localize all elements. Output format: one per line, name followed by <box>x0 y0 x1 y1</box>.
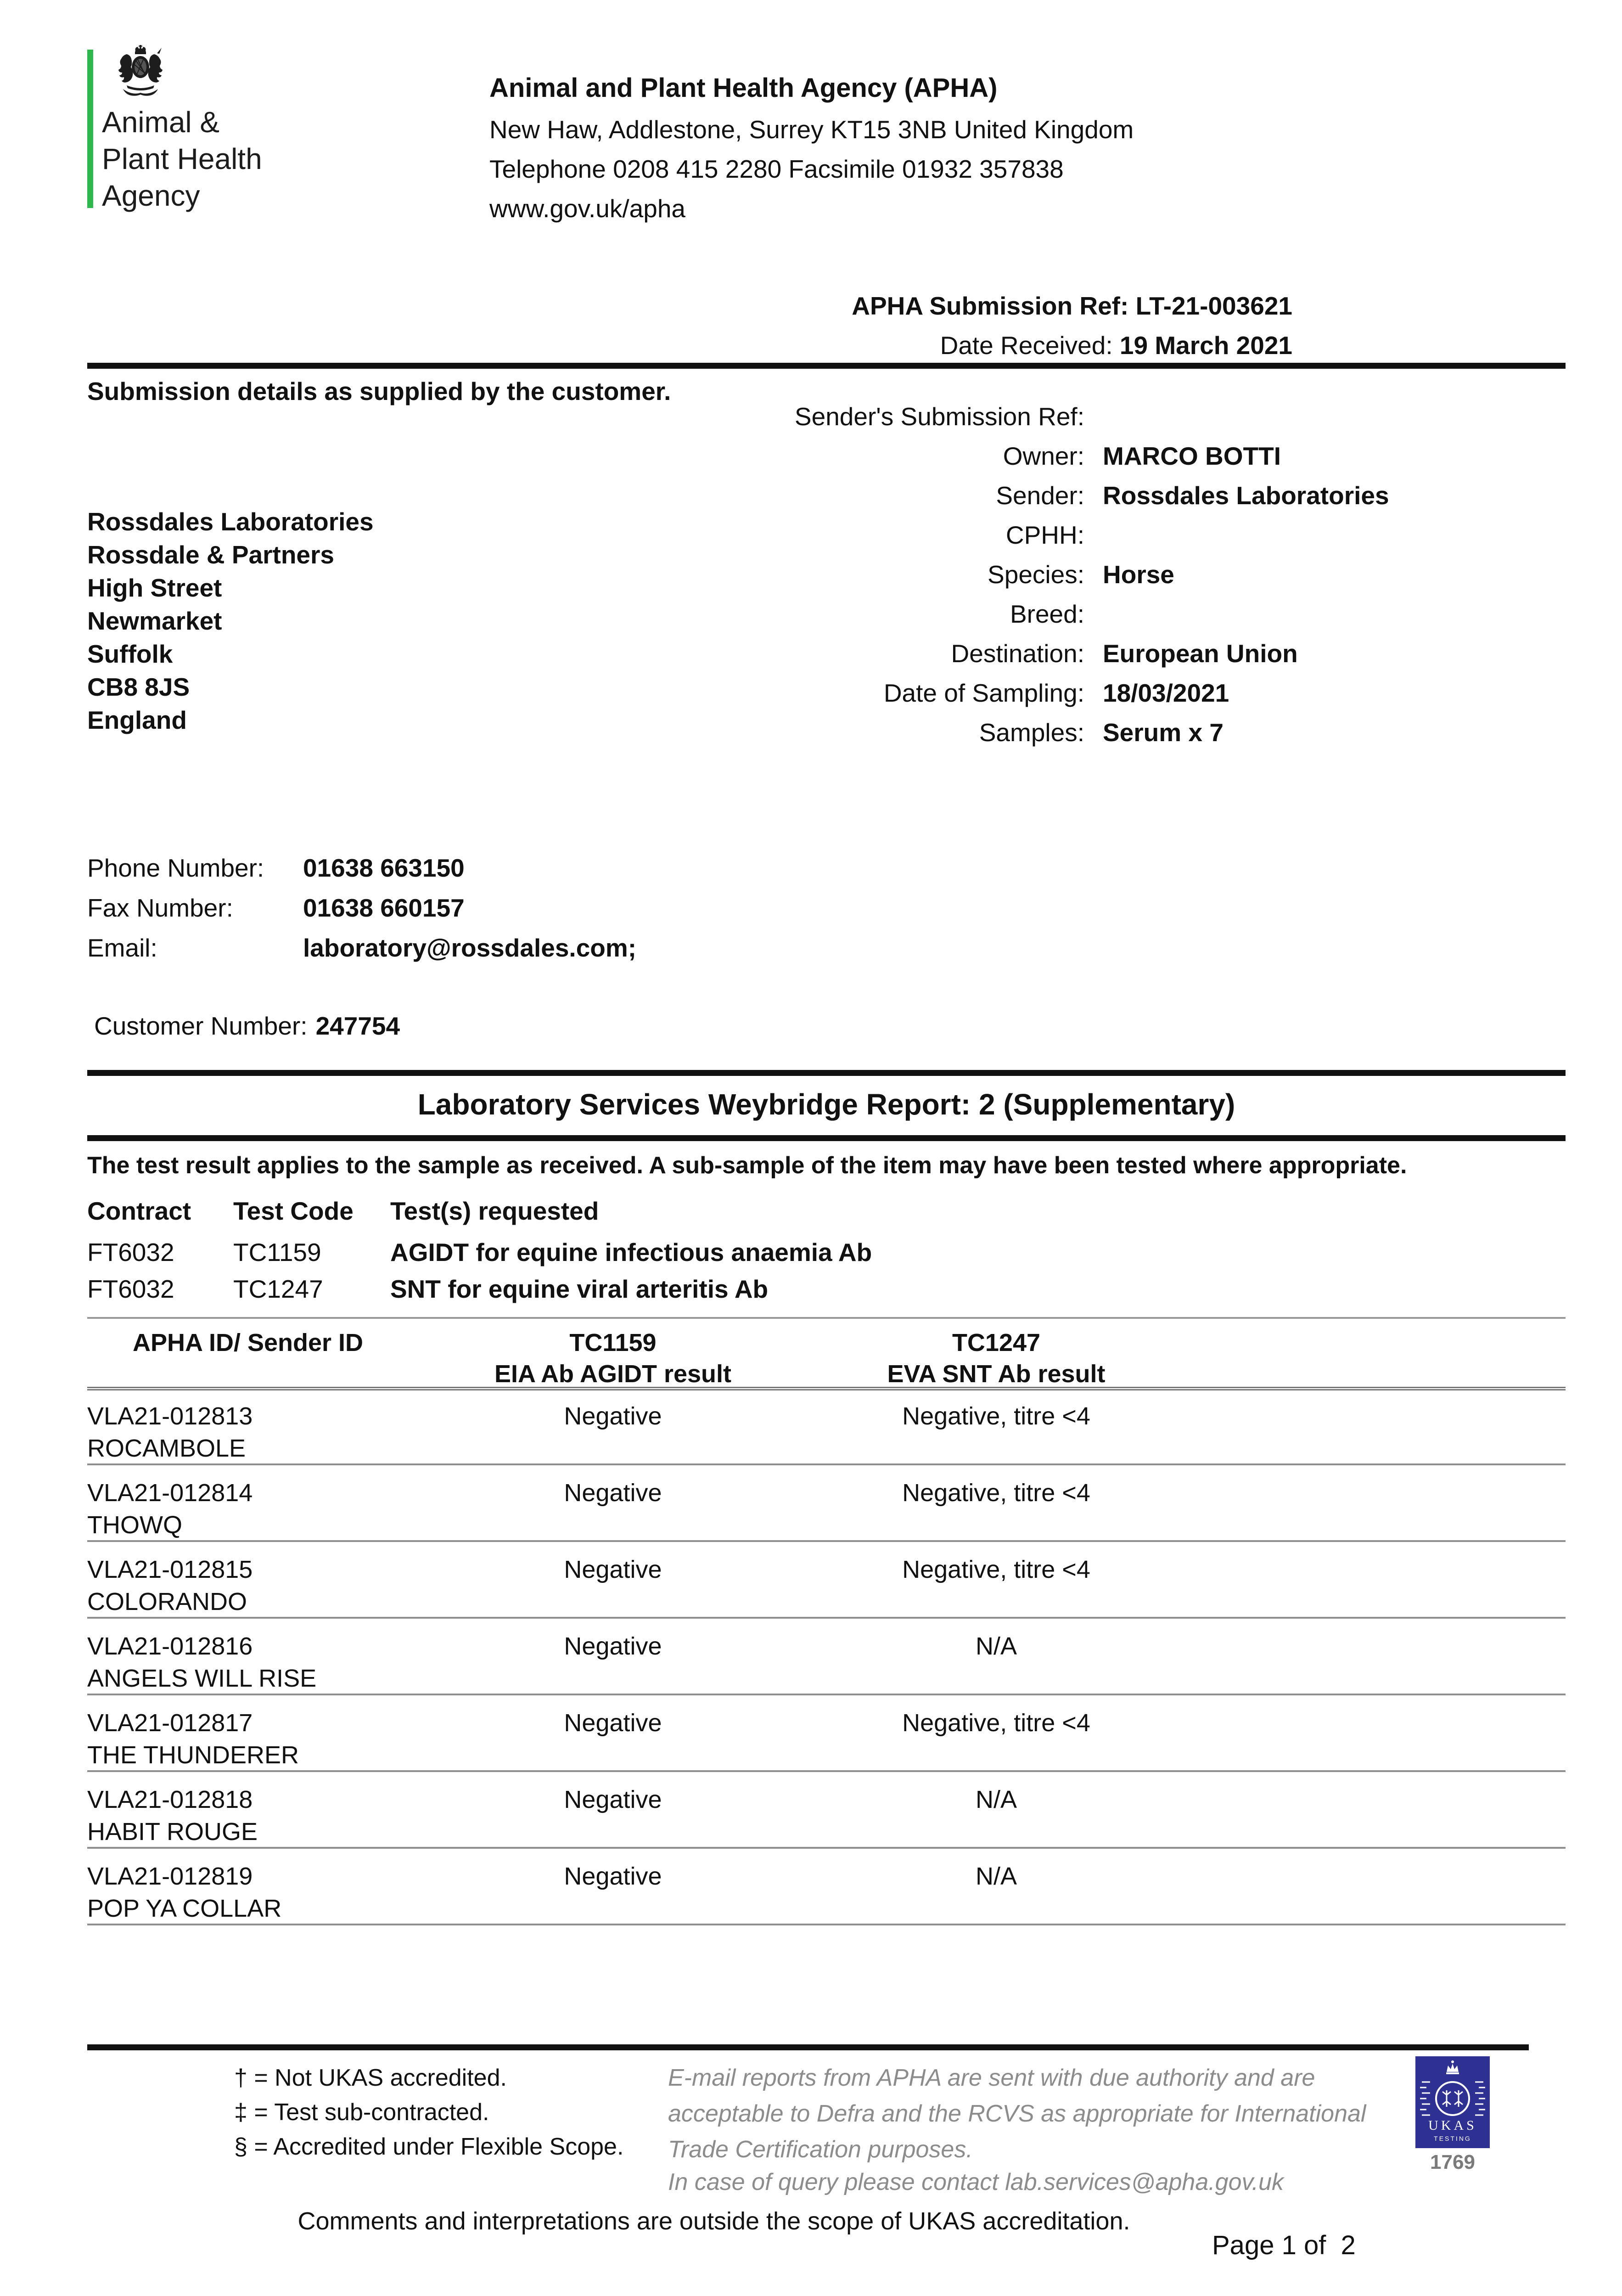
result-tc1159: Negative <box>564 1709 662 1737</box>
test-requested-value: SNT for equine viral arteritis Ab <box>390 1275 769 1303</box>
email-authority-notice: E-mail reports from APHA are sent with due authority and are acceptable to Defra and the RCVS as appropriate for International Trade Certification purposes. <box>668 2065 1366 2163</box>
agency-address: New Haw, Addlestone, Surrey KT15 3NB United Kingdom <box>489 115 1134 144</box>
date-received-value: 19 March 2021 <box>1119 331 1292 360</box>
contract-header: Contract <box>87 1197 191 1225</box>
result-sender-id: COLORANDO <box>87 1588 247 1615</box>
field-row-samples <box>0 718 1622 750</box>
date-received-line <box>459 331 1292 360</box>
result-apha-id: VLA21-012813 <box>87 1402 253 1430</box>
tests-requested-header: Test(s) requested <box>390 1197 599 1225</box>
contract-value: FT6032 <box>87 1275 174 1303</box>
field-row-sender <box>0 481 1622 513</box>
address-line: High Street <box>87 574 222 602</box>
field-value: European Union <box>1103 639 1298 668</box>
address-line: England <box>87 706 187 734</box>
field-row-cphh <box>0 520 1622 552</box>
accreditation-note: ‡ = Test sub-contracted. <box>234 2099 489 2126</box>
address-line: Suffolk <box>87 640 173 668</box>
contact-row-fax <box>0 893 1622 925</box>
result-tc1247: Negative, titre <4 <box>902 1709 1090 1737</box>
contact-row-phone <box>0 853 1622 885</box>
ukas-type: TESTING <box>1434 2135 1471 2142</box>
field-label: Date of Sampling: <box>883 679 1084 707</box>
result-tc1247: N/A <box>975 1632 1017 1660</box>
field-label: Samples: <box>979 718 1084 747</box>
footer-rule <box>87 2044 1529 2050</box>
comments-scope-note: Comments and interpretations are outside the scope of UKAS accreditation. <box>297 2207 1130 2235</box>
field-row-destination <box>0 639 1622 671</box>
logo-line-3: Agency <box>102 179 200 212</box>
result-tc1159: Negative <box>564 1479 662 1507</box>
result-tc1159: Negative <box>564 1632 662 1660</box>
customer-number-label: Customer Number: <box>94 1012 308 1040</box>
result-tc1159: Negative <box>564 1863 662 1890</box>
result-sender-id: HABIT ROUGE <box>87 1818 258 1846</box>
result-sender-id: THOWQ <box>87 1511 182 1539</box>
report-disclaimer: The test result applies to the sample as received. A sub-sample of the item may have been tested where appropriate. <box>87 1152 1407 1179</box>
accreditation-note: † = Not UKAS accredited. <box>234 2065 507 2091</box>
agency-website: www.gov.uk/apha <box>489 194 686 223</box>
field-row-senders-ref <box>0 402 1622 434</box>
result-sender-id: ANGELS WILL RISE <box>87 1665 317 1692</box>
submission-ref-label: APHA Submission Ref: <box>852 292 1129 320</box>
result-apha-id: VLA21-012815 <box>87 1556 253 1583</box>
result-tc1247: Negative, titre <4 <box>902 1402 1090 1430</box>
royal-crest-icon <box>113 45 168 101</box>
address-line: Rossdale & Partners <box>87 540 334 569</box>
contract-value: FT6032 <box>87 1238 174 1266</box>
contact-row-email <box>0 933 1622 965</box>
field-label: Destination: <box>951 639 1084 668</box>
field-row-date-of-sampling <box>0 678 1622 710</box>
result-sender-id: POP YA COLLAR <box>87 1895 282 1922</box>
ukas-testing-logo <box>1415 2056 1490 2148</box>
address-line: Newmarket <box>87 607 222 635</box>
field-value: Serum x 7 <box>1103 718 1224 747</box>
contact-value: laboratory@rossdales.com; <box>303 934 637 962</box>
results-col3-desc: EVA SNT Ab result <box>887 1360 1106 1388</box>
field-row-owner <box>0 441 1622 473</box>
submission-section-title: Submission details as supplied by the customer. <box>87 377 671 405</box>
address-line: Rossdales Laboratories <box>87 507 374 536</box>
row-separator <box>87 1617 1566 1619</box>
test-code-value: TC1159 <box>233 1238 321 1266</box>
row-separator <box>87 1924 1566 1925</box>
ukas-accreditation-number: 1769 <box>1430 2151 1475 2173</box>
accreditation-note: § = Accredited under Flexible Scope. <box>234 2133 624 2160</box>
contact-label: Fax Number: <box>87 894 233 922</box>
row-separator <box>87 1847 1566 1849</box>
field-label: Species: <box>988 560 1084 589</box>
contact-value: 01638 663150 <box>303 854 465 882</box>
result-apha-id: VLA21-012818 <box>87 1786 253 1813</box>
test-code-value: TC1247 <box>233 1275 323 1303</box>
customer-number-value: 247754 <box>315 1012 400 1040</box>
field-label: Sender's Submission Ref: <box>794 402 1084 431</box>
logo-line-1: Animal & <box>102 106 220 139</box>
customer-number-row <box>94 1011 400 1041</box>
field-label: Breed: <box>1010 600 1084 628</box>
submission-ref-value: LT-21-003621 <box>1135 292 1292 320</box>
row-separator <box>87 1770 1566 1772</box>
results-col3-code: TC1247 <box>952 1329 1041 1356</box>
field-label: Owner: <box>1003 442 1084 470</box>
agency-name: Animal and Plant Health Agency (APHA) <box>489 73 998 103</box>
results-id-header: APHA ID/ Sender ID <box>132 1329 364 1356</box>
query-contact-notice: In case of query please contact lab.services@apha.gov.uk <box>668 2169 1284 2195</box>
field-label: CPHH: <box>1005 521 1084 549</box>
field-value: Horse <box>1103 560 1174 589</box>
logo-wordmark <box>102 104 262 214</box>
results-header-rule <box>87 1387 1566 1390</box>
result-tc1247: N/A <box>975 1786 1017 1813</box>
divider-rule-above-title <box>87 1070 1566 1076</box>
test-code-header: Test Code <box>233 1197 354 1225</box>
divider-rule-below-title <box>87 1135 1566 1141</box>
result-apha-id: VLA21-012814 <box>87 1479 253 1507</box>
row-separator <box>87 1463 1566 1465</box>
contact-value: 01638 660157 <box>303 894 465 922</box>
test-requested-value: AGIDT for equine infectious anaemia Ab <box>390 1238 872 1266</box>
date-received-label: Date Received: <box>940 331 1113 360</box>
result-tc1247: N/A <box>975 1863 1017 1890</box>
result-apha-id: VLA21-012819 <box>87 1863 253 1890</box>
result-tc1247: Negative, titre <4 <box>902 1479 1090 1507</box>
row-separator <box>87 1694 1566 1695</box>
field-value: MARCO BOTTI <box>1103 442 1281 470</box>
result-tc1159: Negative <box>564 1556 662 1583</box>
field-value: Rossdales Laboratories <box>1103 481 1389 510</box>
page-number: Page 1 of 2 <box>1212 2230 1356 2260</box>
divider-rule-top <box>87 363 1566 369</box>
result-sender-id: THE THUNDERER <box>87 1741 299 1769</box>
logo-line-2: Plant Health <box>102 142 262 175</box>
report-title: Laboratory Services Weybridge Report: 2 (Supplementary) <box>417 1088 1235 1121</box>
logo-green-bar <box>87 50 93 208</box>
result-sender-id: ROCAMBOLE <box>87 1435 246 1462</box>
agency-phone-fax: Telephone 0208 415 2280 Facsimile 01932 357838 <box>489 155 1064 183</box>
result-apha-id: VLA21-012817 <box>87 1709 253 1737</box>
result-tc1159: Negative <box>564 1402 662 1430</box>
ukas-name: UKAS <box>1428 2118 1477 2133</box>
results-col2-desc: EIA Ab AGIDT result <box>494 1360 732 1388</box>
field-value: 18/03/2021 <box>1103 679 1229 707</box>
results-table-top-rule <box>87 1317 1566 1319</box>
result-tc1159: Negative <box>564 1786 662 1813</box>
row-separator <box>87 1540 1566 1542</box>
field-row-species <box>0 560 1622 592</box>
contact-label: Email: <box>87 934 157 962</box>
contact-label: Phone Number: <box>87 854 264 882</box>
field-label: Sender: <box>996 481 1084 510</box>
submission-ref-line <box>459 291 1292 321</box>
result-tc1247: Negative, titre <4 <box>902 1556 1090 1583</box>
field-row-breed <box>0 599 1622 631</box>
results-col2-code: TC1159 <box>569 1329 657 1356</box>
result-apha-id: VLA21-012816 <box>87 1632 253 1660</box>
address-line: CB8 8JS <box>87 673 190 701</box>
